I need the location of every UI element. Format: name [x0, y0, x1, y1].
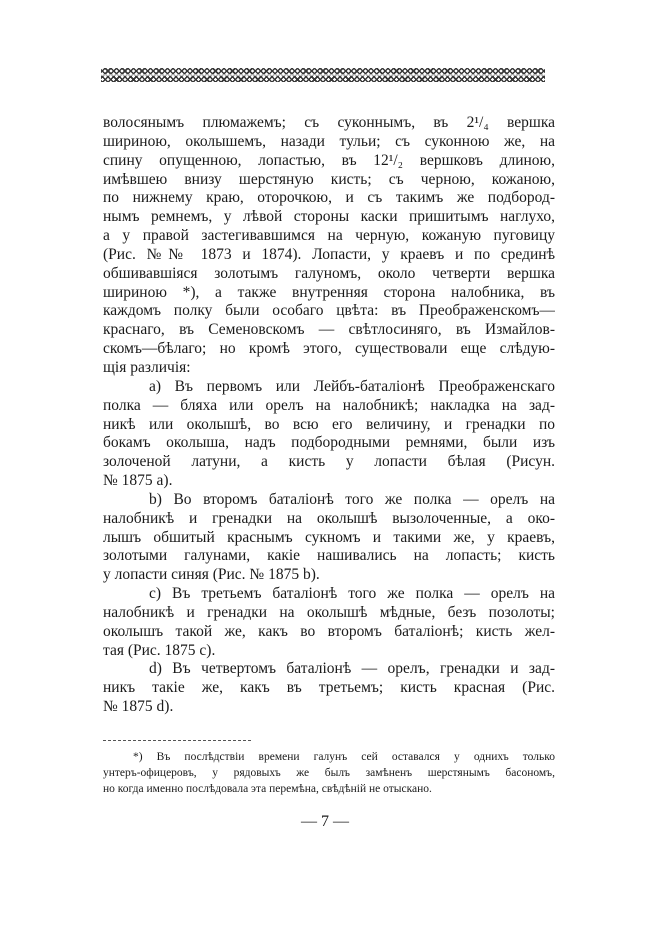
text-line: а) Въ первомъ или Лейбъ-баталіонѣ Преображенскаго	[149, 377, 555, 395]
text-line: околышъ такой же, какъ во второмъ баталіонѣ; кисть жел-	[103, 622, 555, 640]
text-line: полка — бляха или орелъ на налобникѣ; накладка на зад-	[103, 396, 555, 414]
text-line: c) Въ третьемъ баталіонѣ того же полка — орелъ на	[149, 585, 555, 603]
text-line: d) Въ четвертомъ баталіонѣ — орелъ, гренадки и зад-	[149, 660, 555, 678]
text-line: бокамъ околыша, надъ подбородными ремнями, были изъ	[103, 434, 555, 452]
text-line: а у правой застегивавшимся на черную, кожаную пуговицу	[103, 227, 555, 245]
text-line: никѣ или околышѣ, во всю его величину, и гренадки по	[103, 415, 555, 433]
decorative-header-ornament	[101, 68, 545, 82]
text-line: налобникѣ и гренадки на околышѣ вызолоченные, а око-	[103, 509, 555, 527]
text-line: у лопасти синяя (Рис. № 1875 b).	[103, 566, 320, 584]
footnote-separator	[103, 740, 251, 741]
page-number: — 7 —	[301, 813, 349, 830]
text-line: лышъ обшитый краснымъ сукномъ и такими же, у краевъ,	[103, 528, 555, 546]
text-line: по нижнему краю, оторочкою, и съ такимъ же подбород-	[103, 189, 555, 207]
text-line: № 1875 a).	[103, 472, 173, 490]
text-line: тая (Рис. 1875 c).	[103, 641, 216, 659]
text-line: b) Во второмъ баталіонѣ того же полка — орелъ на	[149, 490, 555, 508]
text-line: обшивавшіяся золотымъ галуномъ, около четверти вершка	[103, 264, 555, 282]
text-line: золоченой латуни, а кисть у лопасти бѣлая (Рисун.	[103, 453, 555, 471]
text-line: (Рис. №№ 1873 и 1874). Лопасти, у краевъ и по срединѣ	[103, 245, 555, 263]
text-line: щія различія:	[103, 358, 191, 376]
footnote-line: *) Въ послѣдствіи времени галунъ сей оставался у однихъ только	[133, 751, 555, 763]
text-line: спину опущенною, лопастью, въ 12¹/₂ вершковъ длиною,	[103, 151, 555, 169]
text-line: шириною *), а также внутренняя сторона налобника, въ	[103, 283, 555, 301]
text-line: шириною, околышемъ, назади тульи; съ суконною же, на	[103, 132, 555, 150]
text-line: волосянымъ плюмажемъ; съ суконнымъ, въ 2¹/₄ вершка	[103, 114, 555, 131]
text-line: № 1875 d).	[103, 698, 174, 716]
text-line: налобникѣ и гренадки на околышѣ мѣдные, безъ позолоты;	[103, 603, 555, 621]
footnote-line: но когда именно послѣдовала эта перемѣна, свѣдѣній не отыскано.	[103, 783, 432, 795]
text-line: никъ такіе же, какъ въ третьемъ; кисть красная (Рис.	[103, 679, 555, 697]
text-line: скомъ—бѣлаго; но кромѣ этого, существовали еще слѣдую-	[103, 340, 555, 358]
text-line: золотыми галунами, какіе нашивались на лопасть; кисть	[103, 547, 555, 565]
text-line: нымъ ремнемъ, у лѣвой стороны каски пришитымъ наглухо,	[103, 208, 555, 226]
text-line: краснаго, въ Семеновскомъ — свѣтлосиняго, въ Измайлов-	[103, 321, 555, 339]
footnote	[103, 749, 555, 797]
text-line: каждомъ полку были особаго цвѣта: въ Преображенскомъ—	[103, 302, 555, 320]
body-text	[103, 114, 555, 717]
text-line: имѣвшею внизу шерстяную кисть; съ черною, кожаною,	[103, 170, 555, 188]
footnote-line: унтеръ-офицеровъ, у рядовыхъ же былъ замѣненъ шерстянымъ басономъ,	[103, 767, 555, 779]
